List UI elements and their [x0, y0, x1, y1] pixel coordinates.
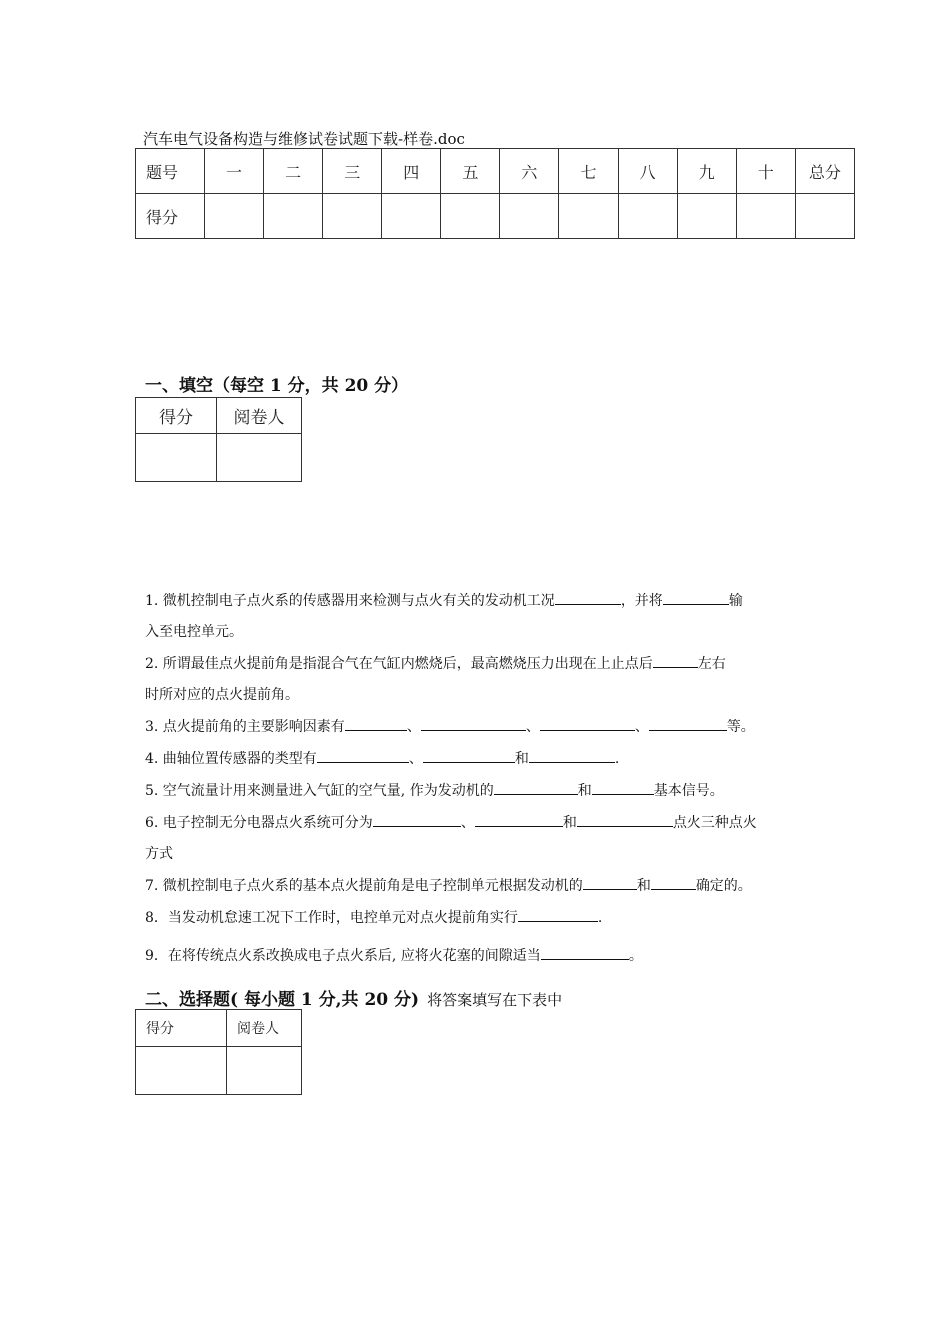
score-cell: 九 — [677, 149, 736, 194]
answer-blank[interactable] — [651, 877, 696, 890]
score-cell: 五 — [441, 149, 500, 194]
score-table-score-row — [136, 194, 855, 239]
score-cell: 八 — [618, 149, 677, 194]
question-text: 8．当发动机怠速工况下工作时，电控单元对点火提前角实行 — [145, 910, 518, 926]
score-input-cell[interactable] — [441, 194, 500, 239]
answer-blank[interactable] — [649, 718, 727, 731]
section2-heading — [145, 985, 562, 1010]
answer-blank[interactable] — [663, 592, 729, 605]
question-7 — [145, 877, 752, 894]
answer-blank[interactable] — [475, 814, 563, 827]
score-cell: 四 — [382, 149, 441, 194]
question-text: 2. 所谓最佳点火提前角是指混合气在气缸内燃烧后，最高燃烧压力出现在上止点后 — [145, 656, 653, 672]
answer-blank[interactable] — [577, 814, 673, 827]
score-cell: 六 — [500, 149, 559, 194]
grader-reviewer-cell[interactable] — [227, 1047, 302, 1095]
score-input-cell[interactable] — [736, 194, 795, 239]
score-row-label: 得分 — [136, 194, 205, 239]
answer-blank[interactable] — [529, 750, 615, 763]
grader-header-score: 得分 — [136, 398, 217, 434]
question-8 — [145, 909, 602, 926]
grader-score-cell[interactable] — [136, 1047, 227, 1095]
question-text: 等。 — [726, 719, 755, 735]
question-text: 4. 曲轴位置传感器的类型有 — [145, 751, 317, 767]
question-6-continued: 方式 — [145, 846, 173, 862]
question-4 — [145, 750, 619, 767]
grader-score-cell[interactable] — [136, 434, 217, 482]
question-3 — [145, 718, 755, 735]
question-text: 基本信号。 — [653, 783, 724, 799]
score-cell: 一 — [205, 149, 264, 194]
score-cell: 总分 — [795, 149, 854, 194]
document-title: 汽车电气设备构造与维修试卷试题下载-样卷.doc — [143, 130, 465, 148]
score-input-cell[interactable] — [559, 194, 618, 239]
answer-blank[interactable] — [423, 750, 515, 763]
score-input-cell[interactable] — [500, 194, 559, 239]
answer-blank[interactable] — [541, 947, 629, 960]
section1-heading: 一、填空（每空 1 分，共 20 分） — [145, 376, 409, 396]
section1-grader-table — [135, 397, 302, 482]
question-text: 和 — [514, 751, 529, 767]
question-6 — [145, 814, 757, 831]
score-input-cell[interactable] — [323, 194, 382, 239]
score-input-cell[interactable] — [205, 194, 264, 239]
score-table-header-row — [136, 149, 855, 194]
score-cell: 七 — [559, 149, 618, 194]
question-text: 和 — [562, 815, 577, 831]
question-text: 3. 点火提前角的主要影响因素有 — [145, 719, 345, 735]
answer-blank[interactable] — [540, 718, 635, 731]
answer-blank[interactable] — [421, 718, 526, 731]
answer-blank[interactable] — [592, 782, 654, 795]
question-1 — [145, 592, 743, 609]
question-text: 确定的。 — [695, 878, 752, 894]
question-text: 和 — [636, 878, 651, 894]
section2-note: 将答案填写在下表中 — [427, 991, 563, 1009]
grader-header-reviewer: 阅卷人 — [217, 398, 302, 434]
question-text: 5. 空气流量计用来测量进入气缸的空气量, 作为发动机的 — [145, 783, 494, 799]
question-text: . — [614, 751, 620, 767]
question-text: 输 — [728, 593, 743, 609]
question-text: 。 — [628, 948, 643, 964]
score-input-cell[interactable] — [382, 194, 441, 239]
score-input-cell[interactable] — [264, 194, 323, 239]
question-text: 左右 — [697, 656, 726, 672]
answer-blank[interactable] — [555, 592, 621, 605]
answer-blank[interactable] — [583, 877, 637, 890]
score-cell: 二 — [264, 149, 323, 194]
separator: 、 — [460, 815, 475, 831]
question-text: 9．在将传统点火系改换成电子点火系后, 应将火花塞的间隙适当 — [145, 948, 541, 964]
question-text: 1. 微机控制电子点火系的传感器用来检测与点火有关的发动机工况 — [145, 593, 555, 609]
answer-blank[interactable] — [653, 655, 698, 668]
section2-grader-table — [135, 1009, 302, 1095]
question-text: 点火三种点火 — [672, 815, 757, 831]
question-2-continued: 时所对应的点火提前角。 — [145, 687, 299, 703]
question-text: 和 — [577, 783, 592, 799]
answer-blank[interactable] — [345, 718, 407, 731]
question-text: 6. 电子控制无分电器点火系统可分为 — [145, 815, 373, 831]
score-cell: 十 — [736, 149, 795, 194]
separator: 、 — [406, 719, 421, 735]
question-text: 7. 微机控制电子点火系的基本点火提前角是电子控制单元根据发动机的 — [145, 878, 583, 894]
section2-title: 二、选择题( 每小题 1 分,共 20 分) — [145, 990, 420, 1010]
answer-blank[interactable] — [317, 750, 409, 763]
score-input-cell[interactable] — [795, 194, 854, 239]
question-text: . — [597, 910, 603, 926]
question-5 — [145, 782, 724, 799]
question-2 — [145, 655, 726, 672]
question-1-continued: 入至电控单元。 — [145, 624, 243, 640]
separator: 、 — [525, 719, 540, 735]
answer-blank[interactable] — [494, 782, 578, 795]
score-table — [135, 148, 855, 239]
question-text: ，并将 — [620, 593, 663, 609]
answer-blank[interactable] — [518, 909, 598, 922]
grader-header-reviewer: 阅卷人 — [227, 1010, 302, 1047]
answer-blank[interactable] — [373, 814, 461, 827]
grader-reviewer-cell[interactable] — [217, 434, 302, 482]
score-cell: 题号 — [136, 149, 205, 194]
score-input-cell[interactable] — [677, 194, 736, 239]
separator: 、 — [634, 719, 649, 735]
grader-header-score: 得分 — [136, 1010, 227, 1047]
question-9 — [145, 947, 643, 964]
score-input-cell[interactable] — [618, 194, 677, 239]
separator: 、 — [408, 751, 423, 767]
score-cell: 三 — [323, 149, 382, 194]
